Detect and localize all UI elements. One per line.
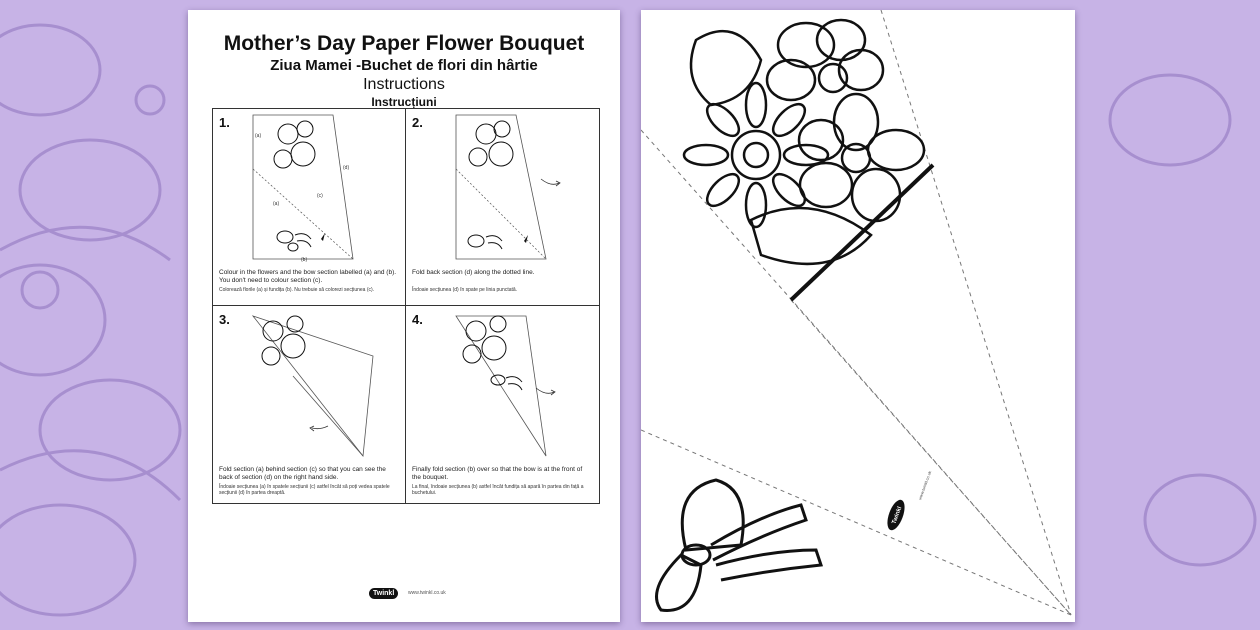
website-url: www.twinkl.co.uk	[408, 590, 446, 596]
bouquet-template-illustration	[641, 10, 1075, 622]
label-d: (d)	[343, 165, 350, 171]
step-number: 4.	[412, 312, 423, 327]
step-4-diagram	[406, 306, 599, 466]
label-a: (a)	[255, 133, 262, 139]
step-3-text: Fold section (a) behind section (c) so that you can see the back of section (d) on the right hand side.	[219, 466, 386, 481]
step-4-text: Finally fold section (b) over so that the bow is at the front of the bouquet.	[412, 466, 583, 481]
step-number: 2.	[412, 115, 423, 130]
twinkl-logo-stamp	[884, 498, 908, 533]
step-2	[406, 109, 599, 306]
label-a2: (a)	[273, 201, 280, 207]
step-number: 3.	[219, 312, 230, 327]
step-number: 1.	[219, 115, 230, 130]
step-1	[213, 109, 406, 306]
website-url-stamp: www.twinkl.co.uk	[917, 470, 933, 501]
step-2-text-translation: Îndoaie secțiunea (d) în spate pe linia punctată.	[412, 287, 518, 293]
step-4	[406, 306, 599, 503]
step-2-text: Fold back section (d) along the dotted line.	[412, 269, 535, 276]
label-b: (b)	[301, 257, 308, 263]
step-1-diagram	[213, 109, 406, 269]
step-4-text-translation: La final, îndoaie secțiunea (b) astfel încât fundița să apară în partea din față a buchetului.	[412, 484, 584, 496]
step-1-text-translation: Colorează florile (a) și fundița (b). Nu trebuie să colorezi secțiunea (c).	[219, 287, 375, 293]
template-page	[641, 10, 1075, 622]
flower-layered	[799, 94, 924, 221]
svg-text:Twinkl: Twinkl	[891, 505, 904, 526]
steps-grid	[212, 108, 600, 504]
step-3	[213, 306, 406, 503]
twinkl-logo: Twinkl	[369, 588, 398, 599]
instructions-heading: Instructions	[363, 76, 445, 93]
flower-top	[767, 20, 883, 100]
step-3-text-translation: Îndoaie secțiunea (a) în spatele secțiunii (c) astfel încât să poți vedea spatele secțiunii (d) în partea dreaptă.	[219, 484, 390, 496]
bow-template	[657, 480, 822, 610]
step-2-diagram	[406, 109, 599, 269]
page-subtitle: Ziua Mamei -Buchet de flori din hârtie	[270, 57, 538, 74]
step-3-diagram	[213, 306, 406, 466]
step-1-text: Colour in the flowers and the bow section labelled (a) and (b). You don't need to colour section (c).	[219, 269, 397, 284]
leaf	[691, 31, 761, 105]
instructions-page	[188, 10, 620, 622]
label-c: (c)	[317, 193, 323, 199]
instructions-heading-translation: Instrucțiuni	[371, 95, 437, 109]
page-title: Mother’s Day Paper Flower Bouquet	[223, 32, 585, 55]
